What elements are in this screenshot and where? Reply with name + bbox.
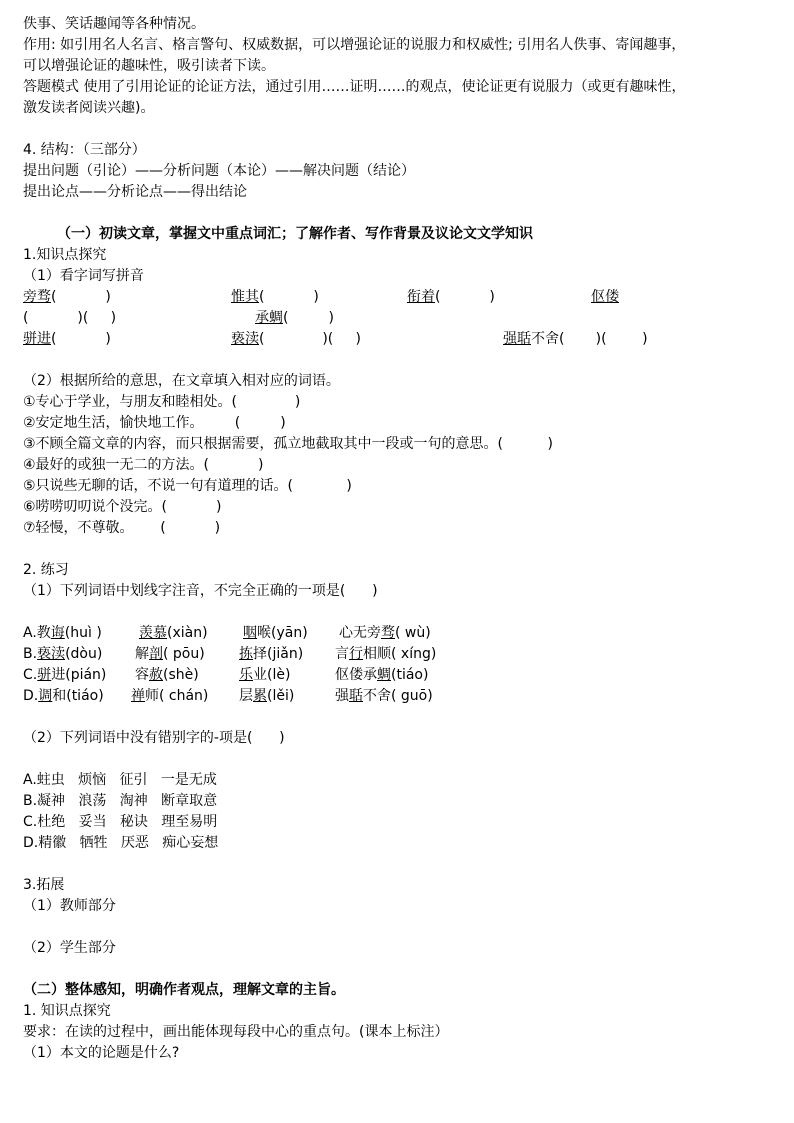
structure-heading: 4. 结构：（三部分） [23,142,146,158]
option-term: 乐业(lè) [239,667,291,683]
option-term: B.亵渎(dòu) [23,646,103,662]
requirement-line: 要求：在读的过程中，画出能体现每段中心的重点句。(课本上标注） [23,1024,449,1040]
pinyin-heading: （1）看字词写拼音 [23,268,144,284]
option-term: 禅师( chán) [131,688,209,704]
option-term: 解剖( pōu) [135,646,205,662]
section1-title: （一）初读文章，掌握文中重点词汇；了解作者、写作背景及议论文文学知识 [57,226,533,242]
word-cell: 惟其( ) [231,289,319,305]
meaning-item: ⑤只说些无聊的话，不说一句有道理的话。( ) [23,478,352,494]
option-line: B.凝神 浪荡 淘神 断章取意 [23,793,218,809]
meaning-heading: （2）根据所给的意思，在文章填入相对应的词语。 [23,373,340,389]
word-cell: ( )( ) [23,310,117,326]
option-term: 心无旁骛( wù) [339,625,431,641]
option-row-d [23,686,783,707]
meaning-item: ⑥唠唠叨叨说个没完。( ) [23,499,222,515]
option-term: 拣择(jiǎn) [239,646,304,662]
teacher-part: （1）教师部分 [23,898,116,914]
intro-line: 作用: 如引用名人名言、格言警句、权威数据，可以增强论证的说服力和权威性; 引用名人佚事、寄闻趣事， [23,37,686,53]
option-term: A.教诲(huì ) [23,625,102,641]
option-term: 容赦(shè) [135,667,199,683]
intro-line: 激发读者阅读兴趣)。 [23,100,155,116]
intro-line: 佚事、笑话趣闻等各种情况。 [23,16,205,32]
question-2: （2）下列词语中没有错别字的-项是( ) [23,730,285,746]
option-term: 羡慕(xiàn) [139,625,208,641]
option-term: 强聒不舍( guō) [335,688,433,704]
student-part: （2）学生部分 [23,940,116,956]
word-cell: 亵渎( )( ) [231,331,361,347]
pinyin-row [23,308,783,329]
pinyin-row [23,287,783,308]
option-term: C.骈进(pián) [23,667,107,683]
option-row-b [23,644,783,665]
option-term: 伛偻承蜩(tiáo) [335,667,429,683]
meaning-item: ⑦轻慢，不尊敬。 ( ) [23,520,221,536]
document-page [23,14,783,1064]
option-line: A.蛀虫 烦恼 征引 一是无成 [23,772,217,788]
option-term: 层累(lěi) [239,688,295,704]
option-term: 言行相顺( xíng) [335,646,437,662]
meaning-item: ③不顾全篇文章的内容，而只根据需要，孤立地截取其中一段或一句的意思。( ) [23,436,553,452]
meaning-item: ①专心于学业，与朋友和睦相处。( ) [23,394,301,410]
practice-heading: 2. 练习 [23,562,69,578]
word-cell: 强聒不舍( )( ) [503,331,648,347]
structure-line: 提出论点——分析论点——得出结论 [23,184,247,200]
question-line: （1）本文的论题是什么? [23,1045,180,1061]
word-cell: 骈进( ) [23,331,111,347]
extend-heading: 3.拓展 [23,877,65,893]
knowledge-heading: 1. 知识点探究 [23,1003,111,1019]
intro-line: 答题模式 使用了引用论证的论证方法，通过引用……证明……的观点，使论证更有说服力（或更有趣味性， [23,79,686,95]
word-cell: 承蜩( ) [255,310,334,326]
option-line: D.精徽 牺牲 厌恶 痴心妄想 [23,835,219,851]
pinyin-row [23,329,783,350]
section2-title: （二）整体感知，明确作者观点，理解文章的主旨。 [23,982,345,998]
structure-line: 提出问题（引论）——分析问题（本论）——解决问题（结论） [23,163,415,179]
option-row-c [23,665,783,686]
meaning-item: ②安定地生活，愉快地工作。 ( ) [23,415,286,431]
question-1: （1）下列词语中划线字注音，不完全正确的一项是( ) [23,583,378,599]
knowledge-heading: 1.知识点探究 [23,247,107,263]
meaning-item: ④最好的或独一无二的方法。( ) [23,457,264,473]
option-term: D.调和(tiáo) [23,688,104,704]
option-row-a [23,623,783,644]
option-line: C.杜绝 妥当 秘诀 理至易明 [23,814,218,830]
option-term: 咽喉(yān) [243,625,308,641]
intro-line: 可以增强论证的趣味性，吸引读者下读。 [23,58,275,74]
word-cell: 伛偻 [591,289,619,305]
word-cell: 衔着( ) [407,289,495,305]
word-cell: 旁骛( ) [23,289,111,305]
